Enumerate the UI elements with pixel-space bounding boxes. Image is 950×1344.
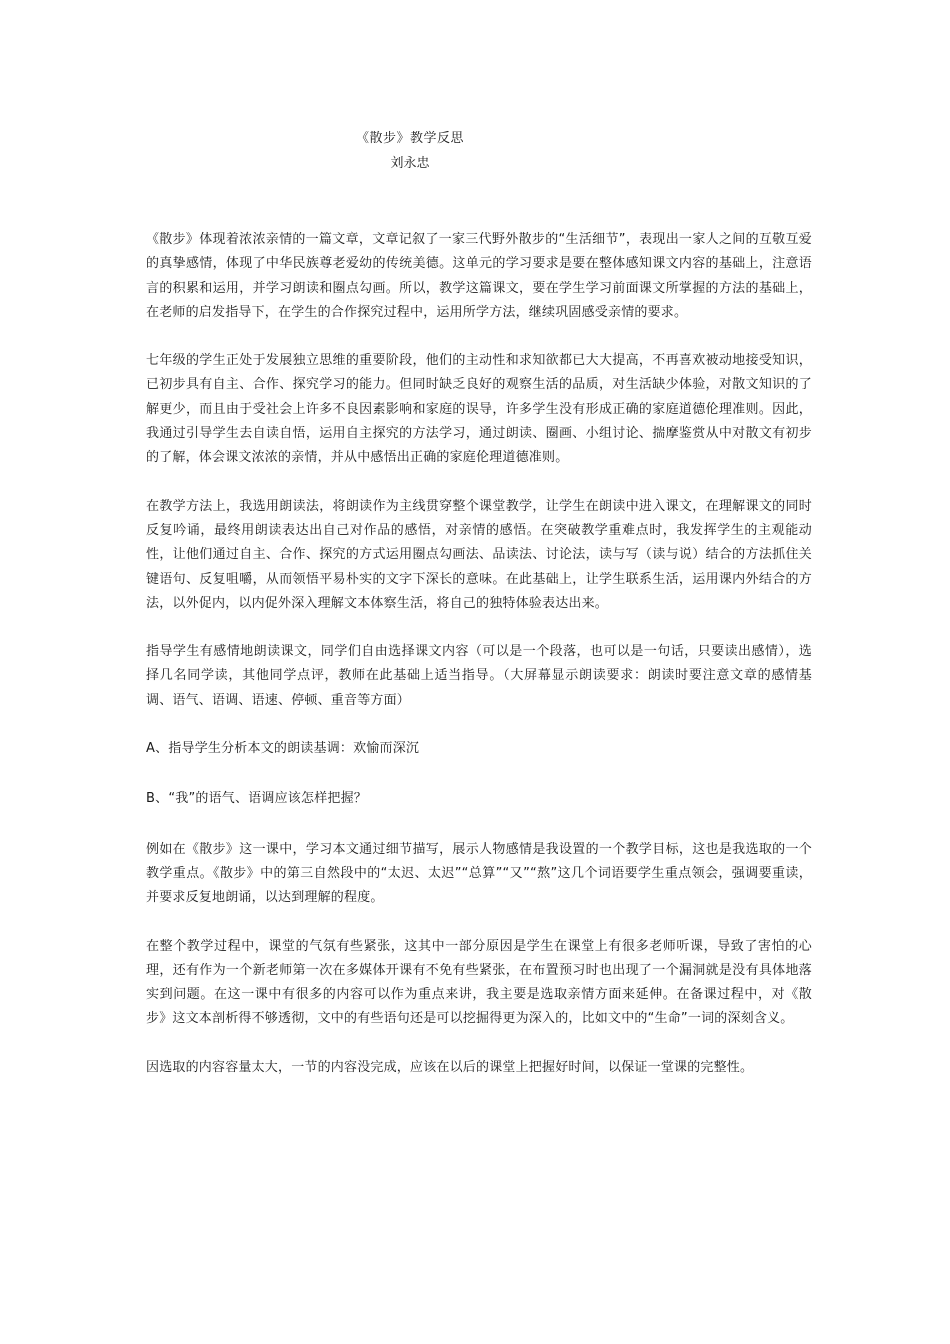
document-title: 《散步》教学反思: [355, 131, 464, 146]
paragraph-1: 《散步》体现着浓浓亲情的一篇文章，文章记叙了一家三代野外散步的“生活细节”，表现出一家人之间的互敬互爱的真挚感情，体现了中华民族尊老爱幼的传统美德。这单元的学习要求是要在整体感知课文内容的基础上，注意语言的积累和运用，并学习朗读和圈点勾画。所以，教学这篇课文，要在学生学习前面课文所掌握的方法的基础上，在老师的启发指导下，在学生的合作探究过程中，运用所学方法，继续巩固感受亲情的要求。: [146, 232, 812, 320]
paragraph-4: 指导学生有感情地朗读课文，同学们自由选择课文内容（可以是一个段落，也可以是一句话，只要读出感情），选择几名同学读，其他同学点评，教师在此基础上适当指导。（大屏幕显示朗读要求：朗读时要注意文章的感情基调、语气、语调、语速、停顿、重音等方面）: [146, 644, 812, 708]
title-block: [330, 128, 490, 175]
paragraph-8: 在整个教学过程中，课堂的气氛有些紧张，这其中一部分原因是学生在课堂上有很多老师听课，导致了害怕的心理，还有作为一个新老师第一次在多媒体开课有不免有些紧张，在布置预习时也出现了一个漏洞就是没有具体地落实到问题。在这一课中有很多的内容可以作为重点来讲，我主要是选取亲情方面来延伸。在备课过程中，对《散步》这文本剖析得不够透彻，文中的有些语句还是可以挖掘得更为深入的，比如文中的“生命”一词的深刻含义。: [146, 938, 812, 1027]
paragraph-7: 例如在《散步》这一课中，学习本文通过细节描写，展示人物感情是我设置的一个教学目标，这也是我选取的一个教学重点。《散步》中的第三自然段中的“太迟、太迟”“总算”“又”“熬”这几个词语要学生重点领会，强调要重读，并要求反复地朗诵，以达到理解的程度。: [146, 841, 812, 906]
paragraph-3: 在教学方法上，我选用朗读法，将朗读作为主线贯穿整个课堂教学，让学生在朗读中进入课文，在理解课文的同时反复吟诵，最终用朗读表达出自己对作品的感悟，对亲情的感悟。在突破教学重难点时，我发挥学生的主观能动性，让他们通过自主、合作、探究的方式运用圈点勾画法、品读法、讨论法，读与写（读与说）结合的方法抓住关键语句、反复咀嚼，从而领悟平易朴实的文字下深长的意味。在此基础上，让学生联系生活，运用课内外结合的方法，以外促内，以内促外深入理解文本体察生活，将自己的独特体验表达出来。: [146, 498, 812, 611]
paragraph-9: 因选取的内容容量太大，一节的内容没完成，应该在以后的课堂上把握好时间，以保证一堂课的完整性。: [146, 1059, 754, 1075]
paragraph-6: B、“我”的语气、语调应该怎样把握？: [146, 791, 367, 807]
paragraph-2: 七年级的学生正处于发展独立思维的重要阶段，他们的主动性和求知欲都已大大提高，不再喜欢被动地接受知识，已初步具有自主、合作、探究学习的能力。但同时缺乏良好的观察生活的品质，对生活缺少体验，对散文知识的了解更少，而且由于受社会上许多不良因素影响和家庭的误导，许多学生没有形成正确的家庭道德伦理准则。因此，我通过引导学生去自读自悟，运用自主探究的方法学习，通过朗读、圈画、小组讨论、揣摩鉴赏从中对散文有初步的了解，体会课文浓浓的亲情，并从中感悟出正确的家庭伦理道德准则。: [146, 353, 812, 466]
document-author: 刘永忠: [390, 156, 430, 171]
document-body: [146, 228, 812, 1104]
paragraph-5: A、指导学生分析本文的朗读基调：欢愉而深沉: [146, 741, 420, 757]
